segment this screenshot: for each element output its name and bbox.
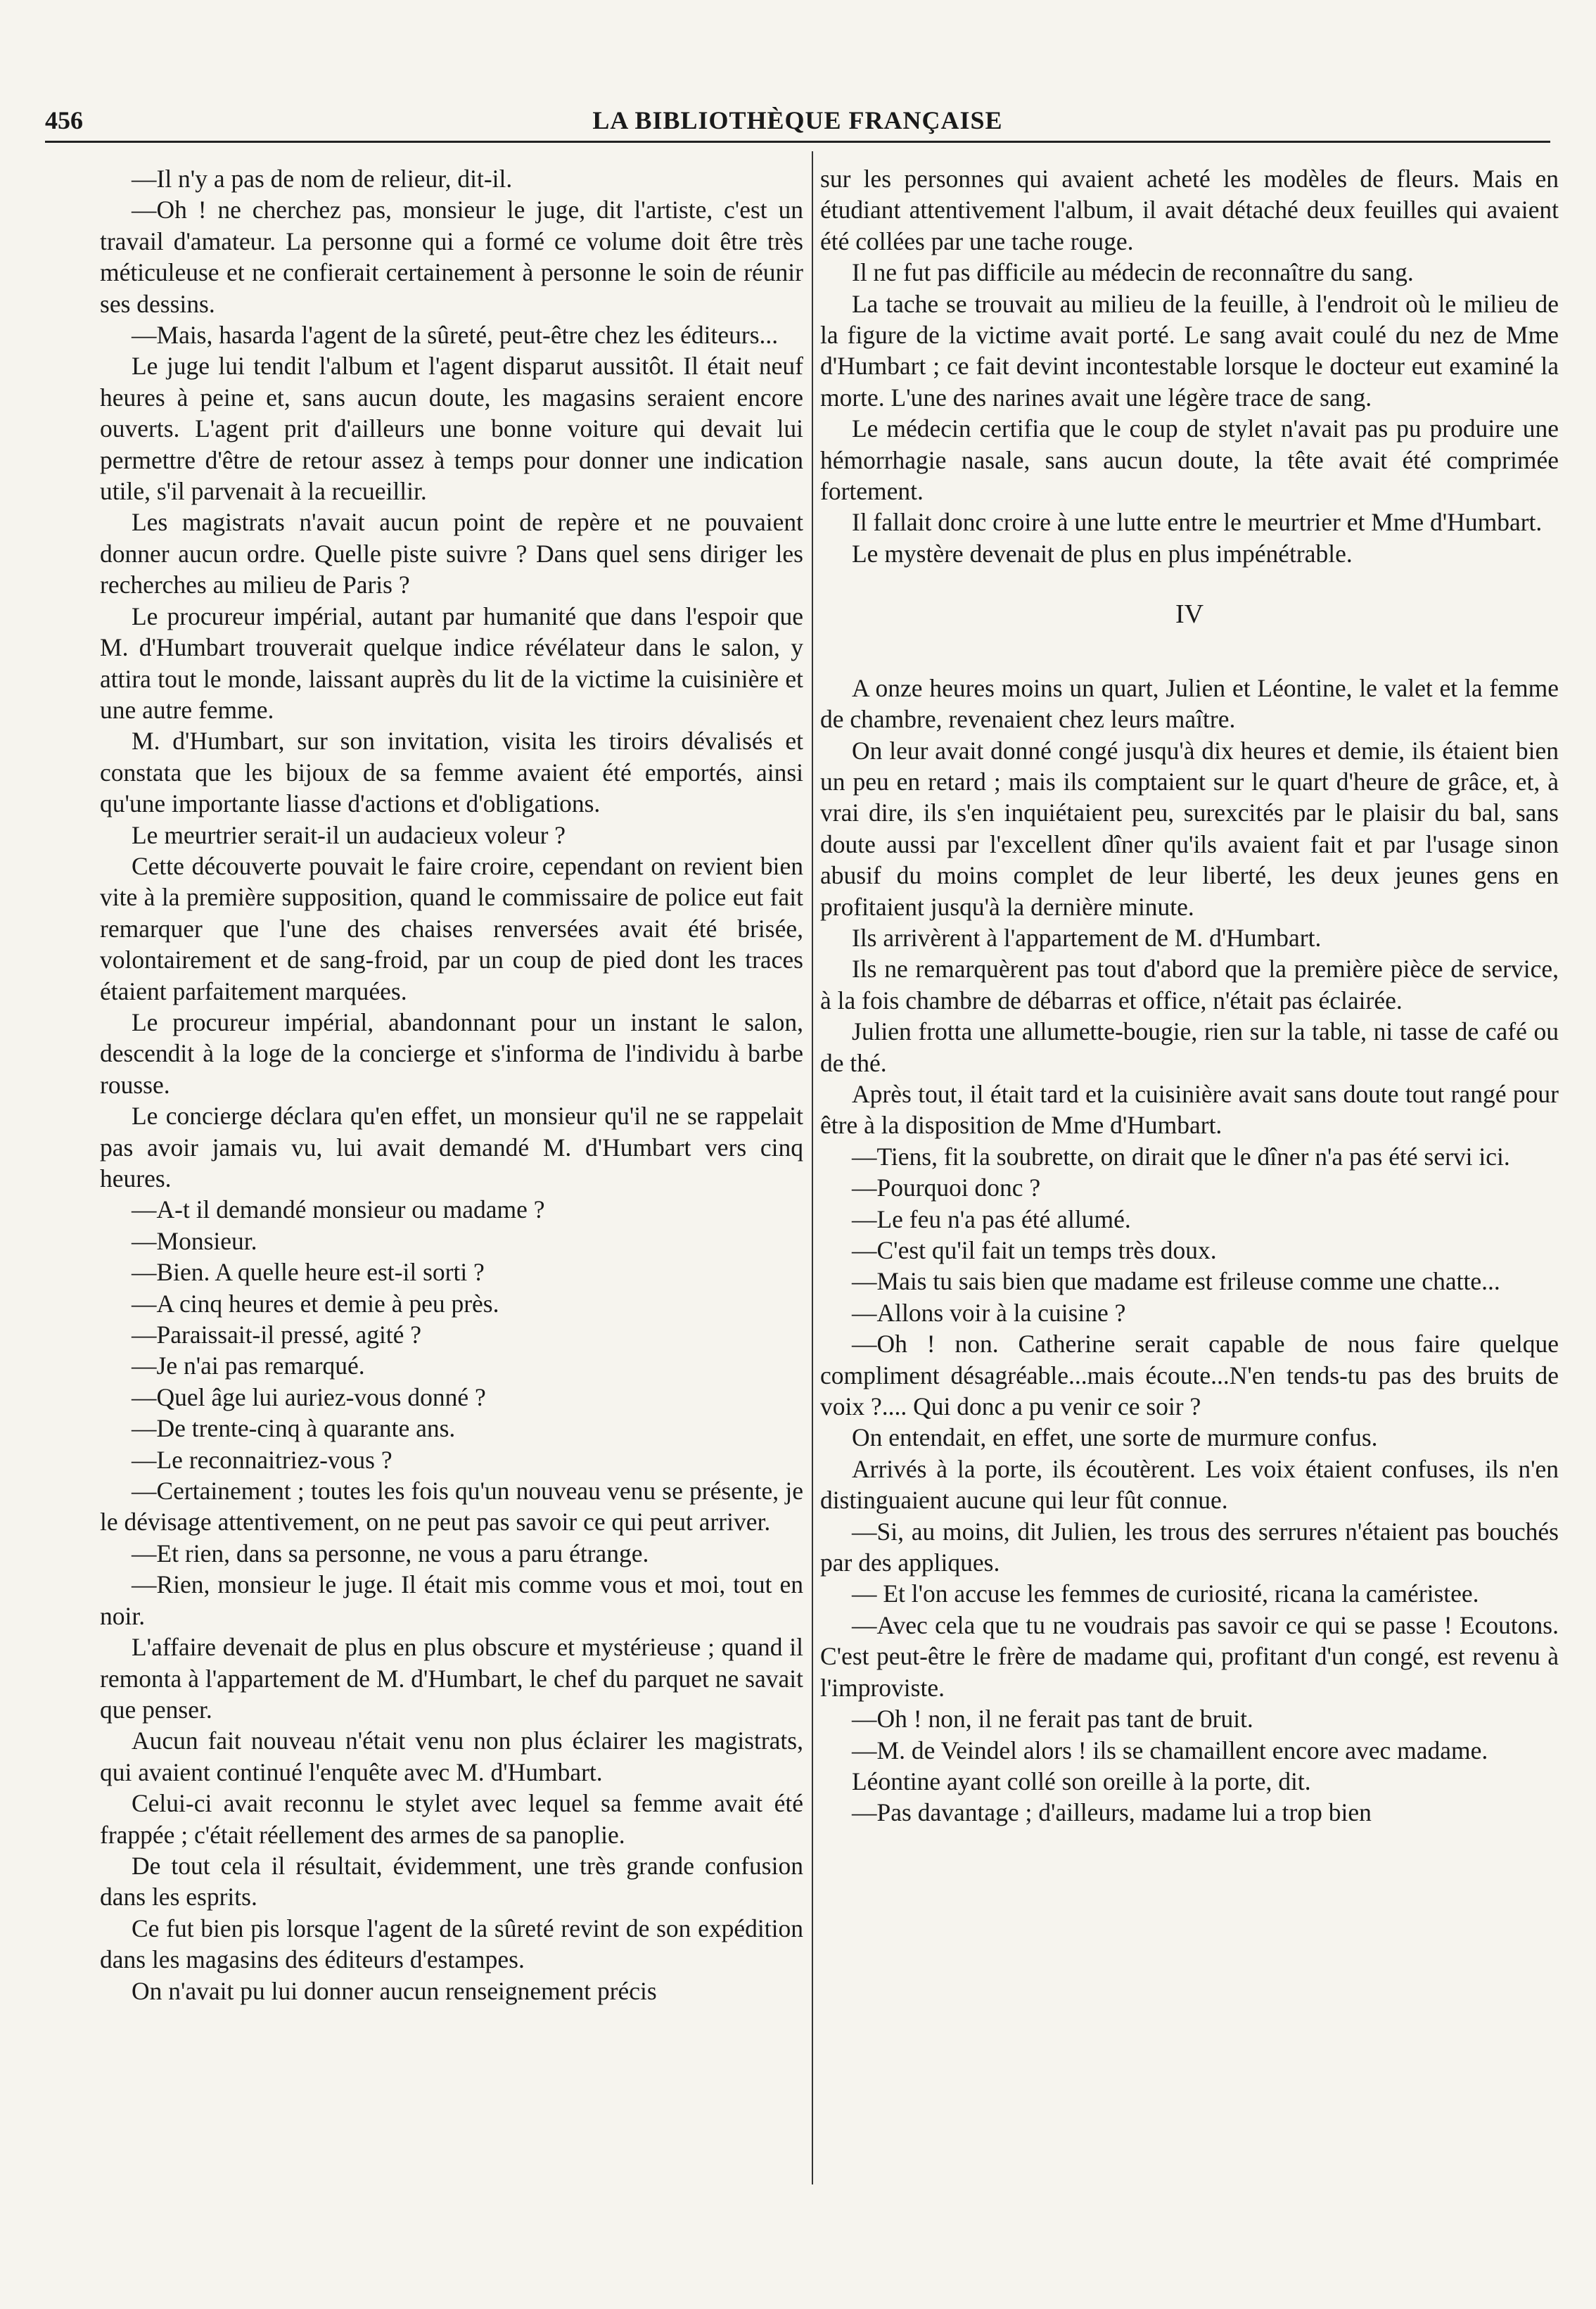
- paragraph: Léontine ayant collé son oreille à la porte, dit.: [852, 1767, 1311, 1795]
- paragraph: —Si, au moins, dit Julien, les trous des serrures n'étaient pas bouchés par des appliques.: [820, 1517, 1559, 1577]
- paragraph: —Mais, hasarda l'agent de la sûreté, peut-être chez les éditeurs...: [132, 321, 779, 350]
- paragraph: —Rien, monsieur le juge. Il était mis comme vous et moi, tout en noir.: [100, 1570, 803, 1630]
- paragraph: —Monsieur.: [132, 1226, 257, 1255]
- paragraph: —Oh ! non, il ne ferait pas tant de bruit.: [852, 1705, 1253, 1734]
- paragraph: Il fallait donc croire à une lutte entre le meurtrier et Mme d'Humbart.: [852, 508, 1543, 537]
- paragraph: — Et l'on accuse les femmes de curiosité, ricana la caméristee.: [852, 1579, 1479, 1608]
- paragraph: —Allons voir à la cuisine ?: [852, 1298, 1126, 1327]
- running-title: LA BIBLIOTHÈQUE FRANÇAISE: [592, 106, 1003, 134]
- paragraph: —Il n'y a pas de nom de relieur, dit-il.: [132, 165, 513, 193]
- paragraph: On leur avait donné congé jusqu'à dix heures et demie, ils étaient bien un peu en retard ; mais ils comptaient sur le quart d'heure de grâce, et, à vrai dire, ils s'en inquiétaient peu, surexcités par le plaisir du bal, sans doute aussi par l'excellent dîner qu'ils avaient fait et par l'usage sinon abusif du moins complet de leur liberté, les deux jeunes gens en profitaient jusqu'à la dernière minute.: [820, 736, 1559, 921]
- paragraph: Ce fut bien pis lorsque l'agent de la sûreté revint de son expédition dans les magasins des éditeurs d'estampes.: [100, 1914, 803, 1974]
- paragraph: —Oh ! non. Catherine serait capable de nous faire quelque compliment désagréable...mais écoute...N'en tends-tu pas des bruits de voix ?.... Qui donc a pu venir ce soir ?: [820, 1330, 1559, 1421]
- paragraph: —Pas davantage ; d'ailleurs, madame lui a trop bien: [852, 1798, 1372, 1827]
- paragraph: —Le feu n'a pas été allumé.: [852, 1204, 1131, 1233]
- paragraph: —Quel âge lui auriez-vous donné ?: [132, 1382, 486, 1411]
- paragraph: Le concierge déclara qu'en effet, un monsieur qu'il ne se rappelait pas avoir jamais vu, lui avait demandé M. d'Humbart vers cinq heures.: [100, 1102, 803, 1192]
- paragraph: —Mais tu sais bien que madame est frileuse comme une chatte...: [852, 1267, 1500, 1296]
- paragraph: —Bien. A quelle heure est-il sorti ?: [132, 1258, 485, 1287]
- paragraph: Le juge lui tendit l'album et l'agent disparut aussitôt. Il était neuf heures à peine et, sans aucun doute, les magasins seraient encore ouverts. L'agent prit d'ailleurs une bonne voiture qui devait lui permettre d'être de retour assez à temps pour donner une indication utile, s'il parvenait à la recueillir.: [100, 352, 803, 506]
- paragraph: —Et rien, dans sa personne, ne vous a paru étrange.: [132, 1539, 649, 1567]
- paragraph: Les magistrats n'avait aucun point de repère et ne pouvaient donner aucun ordre. Quelle piste suivre ? Dans quel sens diriger les recherches au milieu de Paris ?: [100, 508, 803, 599]
- paragraph: L'affaire devenait de plus en plus obscure et mystérieuse ; quand il remonta à l'appartement de M. d'Humbart, le chef du parquet ne savait que penser.: [100, 1633, 803, 1724]
- paragraph: Ils ne remarquèrent pas tout d'abord que la première pièce de service, à la fois chambre de débarras et office, n'était pas éclairée.: [820, 955, 1559, 1014]
- paragraph: Ils arrivèrent à l'appartement de M. d'Humbart.: [852, 923, 1322, 952]
- paragraph: —Le reconnaitriez-vous ?: [132, 1445, 392, 1474]
- paragraph: —Je n'ai pas remarqué.: [132, 1351, 365, 1380]
- paragraph: Cette découverte pouvait le faire croire, cependant on revient bien vite à la première supposition, quand le commissaire de police eut fait remarquer que l'une des chaises renversées avait été brisée, volontairement et de sang-froid, par un coup de pied dont les traces étaient parfaitement marquées.: [100, 851, 803, 1005]
- paragraph: Aucun fait nouveau n'était venu non plus éclairer les magistrats, qui avaient continué l'enquête avec M. d'Humbart.: [100, 1726, 803, 1786]
- paragraph: Celui-ci avait reconnu le stylet avec lequel sa femme avait été frappée ; c'était réellement des armes de sa panoplie.: [100, 1789, 803, 1849]
- paragraph: Arrivés à la porte, ils écoutèrent. Les voix étaient confuses, ils n'en distinguaient aucune qui leur fût connue.: [820, 1454, 1559, 1515]
- paragraph: On n'avait pu lui donner aucun renseignement précis: [132, 1976, 657, 2005]
- paragraph: —A cinq heures et demie à peu près.: [132, 1289, 499, 1318]
- page-header: [45, 106, 1550, 143]
- paragraph: —A-t il demandé monsieur ou madame ?: [132, 1195, 545, 1224]
- paragraph: sur les personnes qui avaient acheté les modèles de fleurs. Mais en étudiant attentivement l'album, il avait détaché deux feuilles qui avaient été collées par une tache rouge.: [820, 165, 1559, 255]
- paragraph: Il ne fut pas difficile au médecin de reconnaître du sang.: [852, 258, 1414, 287]
- column-divider: [812, 151, 813, 2184]
- paragraph: De tout cela il résultait, évidemment, une très grande confusion dans les esprits.: [100, 1851, 803, 1912]
- paragraph: On entendait, en effet, une sorte de murmure confus.: [852, 1423, 1378, 1452]
- paragraph: Le procureur impérial, abandonnant pour un instant le salon, descendit à la loge de la concierge et s'informa de l'individu à barbe rousse.: [100, 1007, 803, 1099]
- right-column: [820, 163, 1559, 1828]
- paragraph: Le médecin certifia que le coup de stylet n'avait pas pu produire une hémorrhagie nasale, sans aucun doute, la tête avait été comprimée fortement.: [820, 414, 1559, 506]
- page-number: 456: [45, 106, 83, 134]
- paragraph: Le procureur impérial, autant par humanité que dans l'espoir que M. d'Humbart trouverait quelque indice révélateur dans le salon, y attira tout le monde, laissant auprès du lit de la victime la cuisinière et une autre femme.: [100, 602, 803, 724]
- paragraph: —Avec cela que tu ne voudrais pas savoir ce qui se passe ! Ecoutons. C'est peut-être le frère de madame qui, profitant d'un congé, est revenu à l'improviste.: [820, 1610, 1559, 1702]
- right-column-bottom-paragraphs: [820, 673, 1559, 1828]
- paragraph: M. d'Humbart, sur son invitation, visita les tiroirs dévalisés et constata que les bijoux de sa femme avaient été emportés, ainsi qu'une importante liasse d'actions et d'obligations.: [100, 727, 803, 818]
- paragraph: —Certainement ; toutes les fois qu'un nouveau venu se présente, je le dévisage attentivement, on ne peut pas savoir ce qui peut arriver.: [100, 1477, 803, 1537]
- paragraph: Julien frotta une allumette-bougie, rien sur la table, ni tasse de café ou de thé.: [820, 1017, 1559, 1077]
- left-column: [100, 163, 803, 2006]
- paragraph: —M. de Veindel alors ! ils se chamaillent encore avec madame.: [852, 1736, 1488, 1764]
- paragraph: Le meurtrier serait-il un audacieux voleur ?: [132, 820, 566, 849]
- right-column-top-paragraphs: [820, 163, 1559, 569]
- paragraph: —C'est qu'il fait un temps très doux.: [852, 1236, 1217, 1264]
- paragraph: —De trente-cinq à quarante ans.: [132, 1414, 456, 1443]
- paragraph: A onze heures moins un quart, Julien et Léontine, le valet et la femme de chambre, revenaient chez leurs maître.: [820, 673, 1559, 734]
- paragraph: Le mystère devenait de plus en plus impénétrable.: [852, 539, 1353, 568]
- section-heading: IV: [1175, 599, 1204, 630]
- paragraph: —Pourquoi donc ?: [852, 1173, 1041, 1202]
- paragraph: —Oh ! ne cherchez pas, monsieur le juge, dit l'artiste, c'est un travail d'amateur. La personne qui a formé ce volume doit être très méticuleuse et ne confierait certainement à personne le soin de réunir ses dessins.: [100, 196, 803, 318]
- paragraph: La tache se trouvait au milieu de la feuille, à l'endroit où le milieu de la figure de la victime avait porté. Le sang avait coulé du nez de Mme d'Humbart ; ce fait devint incontestable lorsque le docteur eut examiné la morte. L'une des narines avait une légère trace de sang.: [820, 289, 1559, 412]
- paragraph: —Tiens, fit la soubrette, on dirait que le dîner n'a pas été servi ici.: [852, 1142, 1510, 1171]
- paragraph: Après tout, il était tard et la cuisinière avait sans doute tout rangé pour être à la disposition de Mme d'Humbart.: [820, 1079, 1559, 1140]
- paragraph: —Paraissait-il pressé, agité ?: [132, 1321, 422, 1349]
